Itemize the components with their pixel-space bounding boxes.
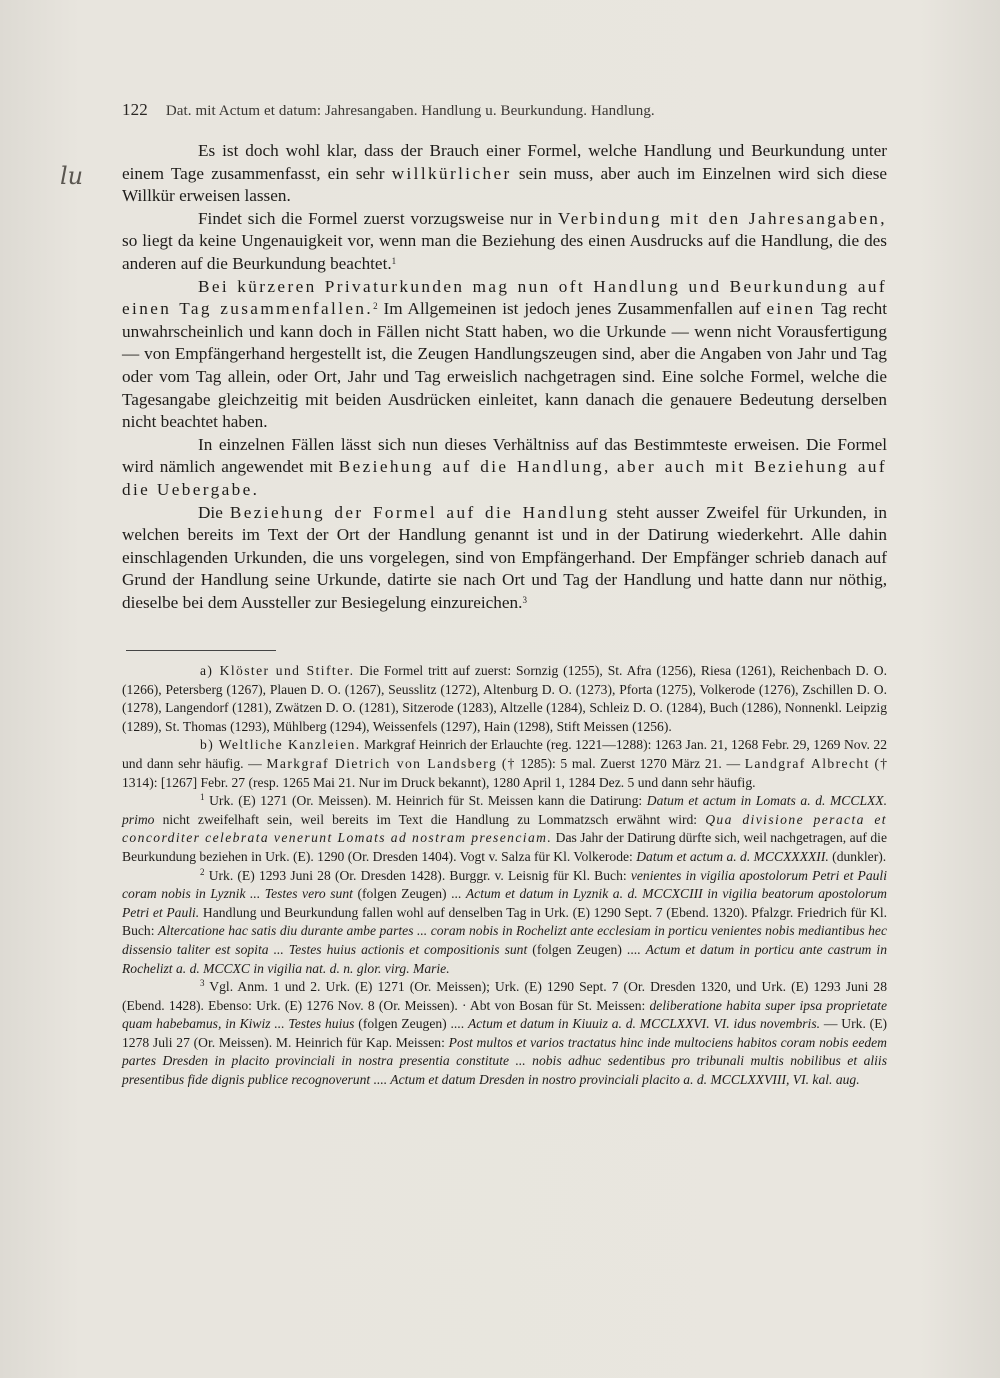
running-title: Dat. mit Actum et datum: Jahresangaben. Handlung u. Beurkundung. Handlung. xyxy=(165,103,655,119)
paragraph: Es ist doch wohl klar, dass der Brauch einer Formel, welche Handlung und Beurkundung unter einem Tage zusammenfasst, ein sehr willkürlicher sein muss, aber auch im Einzelnen wird sich diese Willkür erweisen lassen. xyxy=(122,141,888,206)
footnote-ref: 3 xyxy=(522,594,527,605)
footnote-divider xyxy=(126,650,276,651)
footnote-1: $^1$ Urk. (E) 1271 (Or. Meissen). M. Heinrich für St. Meissen kann die Datirung: Datum et actum in Lomats a. d. MCCLXX. primo nicht zweifelhaft sein, weil bereits im Text die Handlung zu Lommatzsch erwähnt wird: Qua divisione peracta et concorditer celebrata venerunt Lomats ad nostram presenciam. Das Jahr der Datirung dürfte sich, weil nachgetragen, auf die Beurkundung beziehen in Urk. (E). 1290 (Or. Dresden 1404). Vogt v. Salza für Kl. Volkerode: Datum et actum a. d. MCCXXXXII. (dunkler). xyxy=(122,792,888,864)
footnote-mark: 3 xyxy=(200,978,205,989)
footnote-ref: 2 xyxy=(373,301,378,312)
footnote-b: b) Weltliche Kanzleien. Markgraf Heinrich der Erlauchte (reg. 1221—1288): 1263 Jan. 21, 1268 Febr. 29, 1269 Nov. 22 und dann sehr häufig. — Markgraf Dietrich von Landsberg († 1285): 5 mal. Zuerst 1270 März 21. — Landgraf Albrecht († 1314): [1267] Febr. 27 (resp. 1265 Mai 21. Nur im Druck bekannt), 1280 April 1, 1284 Dez. 5 und dann sehr häufig. xyxy=(122,737,888,790)
handwritten-margin-note: lu xyxy=(60,162,84,190)
page-number: 122 xyxy=(122,100,148,119)
footnotes xyxy=(122,662,887,1090)
footnote-a: a) Klöster und Stifter. Die Formel tritt auf zuerst: Sornzig (1255), St. Afra (1256), Riesa (1261), Reichenbach D. O. (1266), Petersberg (1267), Plauen D. O. (1267), Seusslitz (1272), Altenburg D. O. (1273), Pforta (1275), Volkerode (1276), Zschillen D. O. (1278), Langendorf (1281), Zwätzen D. O. (1281), Sitzerode (1283), Altzelle (1284), Schleiz D. O. (1284), Buch (1286), Nonnenkl. Leipzig (1289), St. Thomas (1293), Mühlberg (1294), Weissenfels (1297), Hain (1298), Stift Meissen (1256). xyxy=(122,663,887,734)
paragraph: In einzelnen Fällen lässt sich nun dieses Verhältniss auf das Bestimmteste erweisen. Die Formel wird nämlich angewendet mit Beziehung auf die Handlung, aber auch mit Beziehung auf die Uebergabe. xyxy=(122,434,888,499)
main-text xyxy=(122,140,887,614)
footnote-2: $^2$ Urk. (E) 1293 Juni 28 (Or. Dresden 1428). Burggr. v. Leisnig für Kl. Buch: venientes in vigilia apostolorum Petri et Pauli coram nobis in Lyznik ... Testes vero sunt (folgen Zeugen) ... Actum et datum in Lyznik a. d. MCCXCIII in vigilia beatorum apostolorum Petri et Pauli. Handlung und Beurkundung fallen wohl auf denselben Tag in Urk. (E) 1290 Sept. 7 (Ebend. 1320). Pfalzgr. Friedrich für Kl. Buch: Altercatione hac satis diu durante ambe partes ... coram nobis in Rochelizt ante ecclesiam in porticu venientes nobis mediantibus hec dissensio taliter est sopita ... Testes huius actionis et compositionis sunt (folgen Zeugen) .... Actum et datum in porticu ante castrum in Rochelizt a. d. MCCXC in vigilia nat. d. n. glor. virg. Marie. xyxy=(122,866,888,976)
footnote-mark: 2 xyxy=(200,866,205,877)
running-header xyxy=(122,100,887,120)
paragraph: Bei kürzeren Privaturkunden mag nun oft Handlung und Beurkundung auf einen Tag zusammenfallen.$^2$ Im Allgemeinen ist jedoch jenes Zusammenfallen auf einen Tag recht unwahrscheinlich und kann doch in Fällen nicht Statt haben, wo die Urkunde — wenn nicht Vorausfertigung — von Empfängerhand hergestellt ist, die Zeugen Handlungszeugen sind, aber die Angaben von Jahr und Tag oder vom Tag allein, oder Ort, Jahr und Tag erweislich nachgetragen sind. Eine solche Formel, welche die Tagesangabe gleichzeitig mit beiden Ausdrücken einleitet, kann danach die genauere Bedeutung derselben nicht beachtet haben. xyxy=(122,276,888,432)
footnote-3: $^3$ Vgl. Anm. 1 und 2. Urk. (E) 1271 (Or. Meissen); Urk. (E) 1290 Sept. 7 (Or. Dresden 1320, und Urk. (E) 1293 Juni 28 (Ebend. 1428). Ebenso: Urk. (E) 1276 Nov. 8 (Or. Meissen). · Abt von Bosan für St. Meissen: deliberatione habita super ipsa proprietate quam habebamus, in Kiwiz ... Testes huius (folgen Zeugen) .... Actum et datum in Kiuuiz a. d. MCCLXXVI. VI. idus novembris. — Urk. (E) 1278 Juli 27 (Or. Meissen). M. Heinrich für Kap. Meissen: Post multos et varios tractatus hinc inde multociens habitos coram nobis eedem partes Dresden in placito provinciali in nostra presentia constitute ... nobis adhuc sedentibus pro tribunali multis nobilibus et aliis presentibus fide dignis publice recognoverunt .... Actum et datum Dresden in nostro provinciali placito a. d. MCCLXXVIII, VI. kal. aug. xyxy=(122,978,888,1088)
footnote-ref: 1 xyxy=(391,255,397,266)
paragraph: Findet sich die Formel zuerst vorzugsweise nur in Verbindung mit den Jahresangaben, so liegt da keine Ungenauigkeit vor, wenn man die Beziehung des einen Ausdrucks auf die Handlung, die des anderen auf die Beurkundung beachtet.$^1$ xyxy=(122,208,887,273)
footnote-mark: 1 xyxy=(200,792,205,803)
paragraph: Die Beziehung der Formel auf die Handlung steht ausser Zweifel für Urkunden, in welchen bereits im Text der Ort der Handlung genannt ist und in der Datirung wiederkehrt. Alle dahin einschlagenden Urkunden, die uns vorgelegen, sind von Empfängerhand. Der Empfänger schrieb danach auf Grund der Handlung seine Urkunde, datirte sie nach Ort und Tag der Handlung und hatte dann nur nöthig, dieselbe bei dem Aussteller zur Besiegelung einzureichen.$^3$ xyxy=(122,502,888,612)
